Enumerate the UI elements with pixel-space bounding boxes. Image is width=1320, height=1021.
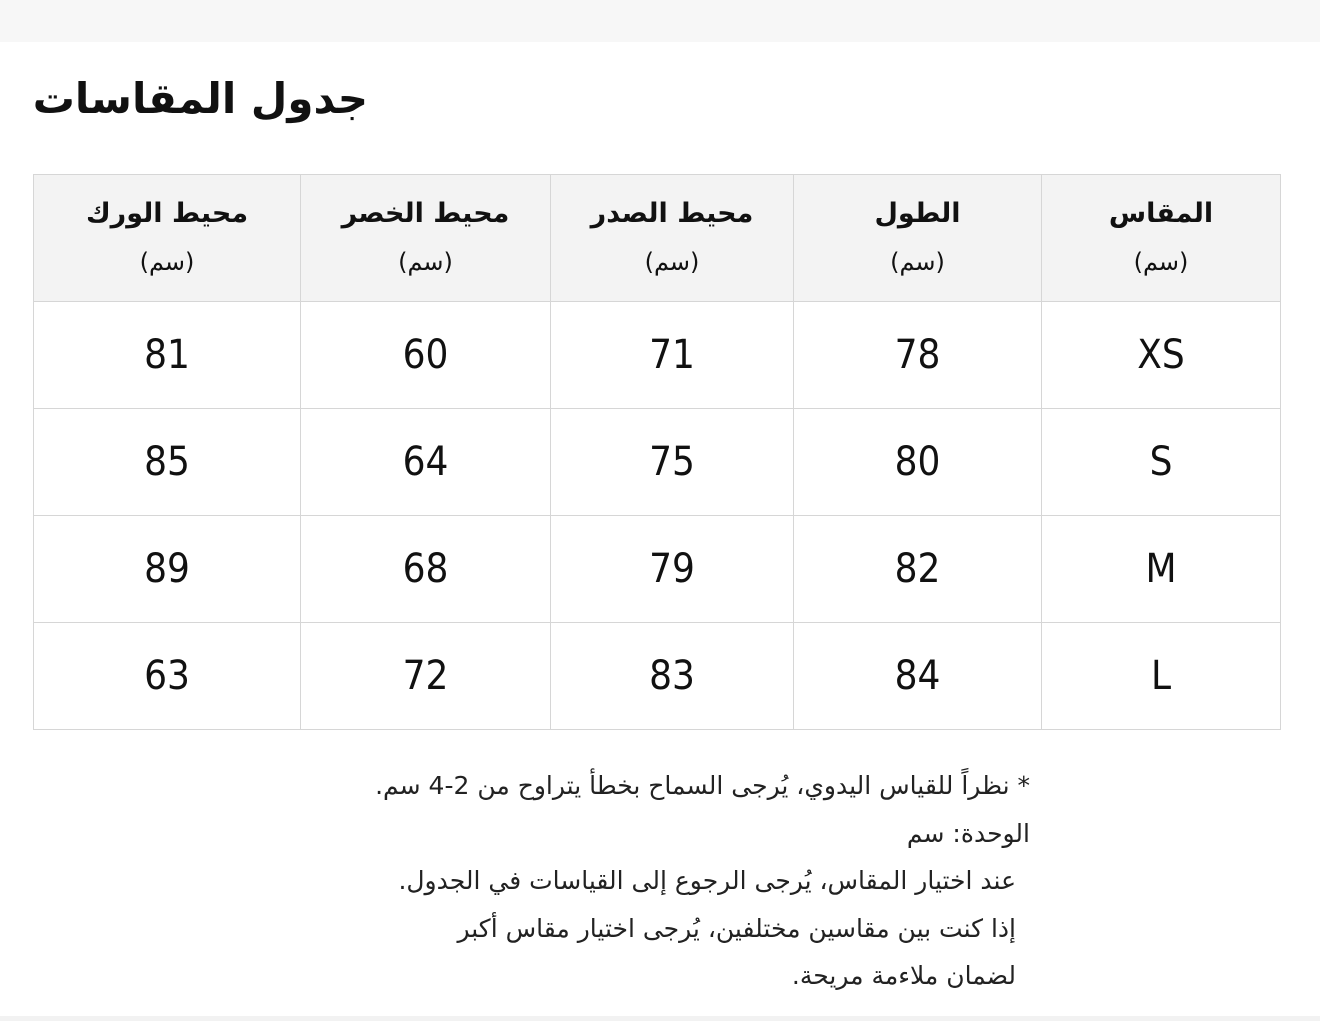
cell-length: 80 <box>794 409 1042 516</box>
cell-hip: 85 <box>34 409 301 516</box>
page-title: جدول المقاسات <box>32 74 368 123</box>
header-chest-label: محيط الصدر <box>590 198 754 229</box>
cell-hip: 89 <box>34 516 301 623</box>
header-size-unit: (سم) <box>1133 248 1189 276</box>
cell-hip: 63 <box>34 623 301 730</box>
header-size <box>1042 175 1281 302</box>
cell-waist: 64 <box>301 409 551 516</box>
bottom-band <box>0 1016 1320 1021</box>
cell-chest: 71 <box>551 302 794 409</box>
cell-waist: 60 <box>301 302 551 409</box>
cell-waist: 68 <box>301 516 551 623</box>
note-tolerance: * نظراً للقياس اليدوي، يُرجى السماح بخطأ يتراوح من 2-4 سم. <box>375 771 1030 800</box>
header-length <box>794 175 1042 302</box>
header-chest <box>551 175 794 302</box>
header-waist-label: محيط الخصر <box>341 198 510 229</box>
cell-chest: 79 <box>551 516 794 623</box>
header-size-label: المقاس <box>1108 198 1214 229</box>
header-length-label: الطول <box>874 198 961 229</box>
table-row <box>34 302 1281 409</box>
note-comfort-fit: لضمان ملاءمة مريحة. <box>791 961 1016 990</box>
header-waist <box>301 175 551 302</box>
top-band <box>0 0 1320 42</box>
note-size-selection: عند اختيار المقاس، يُرجى الرجوع إلى القياسات في الجدول. <box>398 866 1016 895</box>
cell-length: 84 <box>794 623 1042 730</box>
table-row <box>34 623 1281 730</box>
header-length-unit: (سم) <box>890 248 945 276</box>
cell-size: XS <box>1042 302 1281 409</box>
cell-waist: 72 <box>301 623 551 730</box>
note-unit: الوحدة: سم <box>906 818 1030 848</box>
cell-size: S <box>1042 409 1281 516</box>
note-between-sizes: إذا كنت بين مقاسين مختلفين، يُرجى اختيار مقاس أكبر <box>457 913 1016 943</box>
header-hip-unit: (سم) <box>139 248 195 276</box>
cell-chest: 75 <box>551 409 794 516</box>
table-row <box>34 409 1281 516</box>
table-header-row <box>34 175 1281 302</box>
header-waist-unit: (سم) <box>398 248 453 276</box>
cell-length: 82 <box>794 516 1042 623</box>
table-row <box>34 516 1281 623</box>
header-chest-unit: (سم) <box>644 248 700 276</box>
cell-chest: 83 <box>551 623 794 730</box>
notes-block <box>375 762 1030 1000</box>
cell-hip: 81 <box>34 302 301 409</box>
cell-size: M <box>1042 516 1281 623</box>
size-table <box>33 174 1281 730</box>
cell-length: 78 <box>794 302 1042 409</box>
header-hip-label: محيط الورك <box>85 198 249 229</box>
cell-size: L <box>1042 623 1281 730</box>
header-hip <box>34 175 301 302</box>
